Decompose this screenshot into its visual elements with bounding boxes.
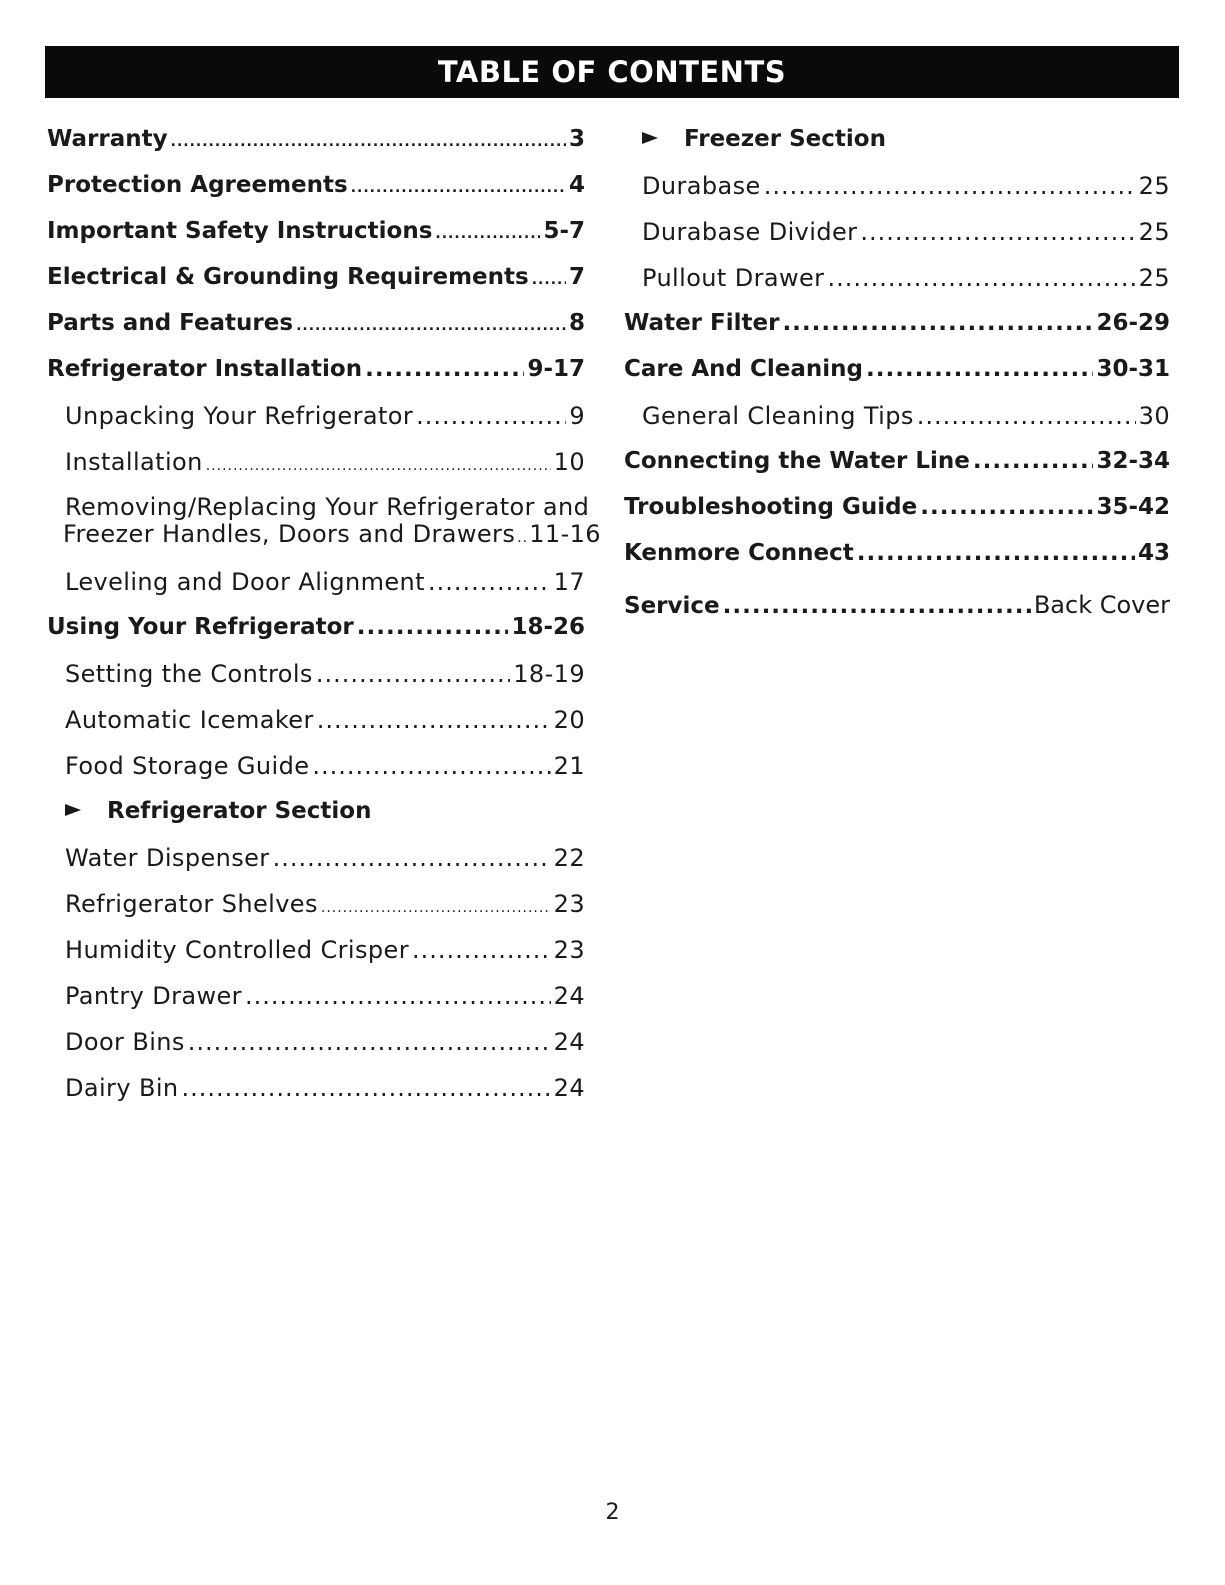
toc-entry-page: 24 [553,1074,585,1102]
toc-entry-setting-controls[interactable] [47,660,585,706]
toc-entry-water-dispenser[interactable] [47,844,585,890]
leader-dots [860,218,1135,246]
toc-entry-label: Setting the Controls [65,660,313,688]
toc-entry-label: Door Bins [65,1028,185,1056]
toc-entry-label: Water Filter [624,310,780,336]
leader-dots [416,402,566,430]
leader-dots [920,494,1093,520]
leader-dots [532,272,566,288]
toc-entry-label: Care And Cleaning [624,356,863,382]
toc-entry-label: Service [624,593,720,619]
page-number: 2 [605,1500,620,1525]
toc-entry-pantry-drawer[interactable] [47,982,585,1028]
leader-dots [723,593,1031,619]
toc-entry-refrigerator-shelves[interactable] [47,890,585,936]
leader-dots [517,525,527,552]
toc-entry-safety-instructions[interactable] [47,218,585,264]
toc-entry-care-cleaning[interactable] [624,356,1170,402]
toc-entry-page: 30 [1138,402,1170,430]
toc-entry-label: General Cleaning Tips [642,402,914,430]
toc-entry-installation[interactable] [47,448,585,494]
toc-entry-protection-agreements[interactable] [47,172,585,218]
leader-dots [316,660,510,688]
leader-dots [435,226,540,242]
toc-entry-page: 43 [1137,540,1170,566]
toc-entry-page: 30-31 [1096,356,1170,382]
toc-entry-page: 11-16 [529,520,601,548]
toc-entry-durabase-divider[interactable] [624,218,1170,264]
leader-dots [245,982,551,1010]
toc-entry-refrigerator-installation[interactable] [47,356,585,402]
leader-dots [764,172,1136,200]
toc-entry-label: Automatic Icemaker [65,706,314,734]
toc-entry-label: Dairy Bin [65,1074,179,1102]
toc-entry-page: 10 [553,448,585,476]
toc-entry-label: Connecting the Water Line [624,448,970,474]
toc-entry-page: 25 [1138,218,1170,246]
toc-entry-label-line1: Removing/Replacing Your Refrigerator and [65,493,590,521]
toc-entry-label: Pullout Drawer [642,264,825,292]
toc-entry-food-storage[interactable] [47,752,585,798]
leader-dots [357,614,509,640]
toc-section-freezer[interactable] [624,126,1170,172]
leader-dots [917,402,1136,430]
toc-entry-label: Important Safety Instructions [47,218,433,244]
toc-entry-troubleshooting[interactable] [624,494,1170,540]
leader-dots [296,318,566,334]
toc-entry-door-bins[interactable] [47,1028,585,1074]
toc-entry-using-refrigerator[interactable] [47,614,585,660]
toc-entry-label: Refrigerator Installation [47,356,363,382]
toc-entry-icemaker[interactable] [47,706,585,752]
toc-entry-kenmore-connect[interactable] [624,540,1170,586]
toc-entry-label: Troubleshooting Guide [624,494,918,520]
toc-entry-leveling[interactable] [47,568,585,614]
leader-dots [206,458,551,474]
toc-entry-label: Warranty [47,126,168,152]
page-title: TABLE OF CONTENTS [437,55,787,89]
toc-entry-label: Refrigerator Shelves [65,890,318,918]
toc-entry-page: 8 [568,310,585,336]
toc-entry-page: 17 [553,568,585,596]
leader-dots [973,448,1094,474]
toc-entry-page: 4 [568,172,585,198]
toc-entry-electrical-grounding[interactable] [47,264,585,310]
toc-entry-label: Leveling and Door Alignment [65,568,425,596]
toc-entry-pullout-drawer[interactable] [624,264,1170,310]
leader-dots [188,1028,551,1056]
toc-entry-label: Durabase [642,172,761,200]
toc-entry-page: Back Cover [1033,591,1170,619]
toc-entry-label: Protection Agreements [47,172,348,198]
leader-dots [317,706,551,734]
toc-entry-removing-replacing[interactable] [47,493,601,552]
toc-title-banner [45,46,1179,98]
toc-entry-page: 18-19 [513,660,585,688]
toc-entry-page: 24 [553,1028,585,1056]
toc-entry-label: Electrical & Grounding Requirements [47,264,529,290]
leader-dots [321,900,551,916]
toc-entry-page: 22 [553,844,585,872]
toc-section-refrigerator[interactable] [47,798,585,844]
leader-dots [273,844,551,872]
toc-entry-label: Unpacking Your Refrigerator [65,402,414,430]
toc-entry-page: 9-17 [527,356,585,382]
triangle-right-icon [65,804,81,816]
leader-dots [182,1074,551,1102]
leader-dots [827,264,1135,292]
toc-entry-label: Installation [65,448,203,476]
toc-entry-page: 25 [1138,172,1170,200]
toc-entry-cleaning-tips[interactable] [624,402,1170,448]
toc-entry-water-filter[interactable] [624,310,1170,356]
leader-dots [782,310,1093,336]
leader-dots [171,134,566,150]
triangle-right-icon [642,132,658,144]
toc-entry-unpacking[interactable] [47,402,585,448]
toc-entry-dairy-bin[interactable] [47,1074,585,1120]
toc-entry-water-line[interactable] [624,448,1170,494]
toc-entry-page: 35-42 [1096,494,1170,520]
toc-entry-service[interactable] [624,591,1170,637]
toc-entry-page: 24 [553,982,585,1010]
section-label: Freezer Section [684,126,886,152]
toc-entry-page: 23 [553,890,585,918]
toc-entry-label: Humidity Controlled Crisper [65,936,409,964]
leader-dots [312,752,550,780]
toc-entry-parts-features[interactable] [47,310,585,356]
toc-entry-page: 20 [553,706,585,734]
toc-entry-page: 5-7 [543,218,585,244]
toc-entry-page: 26-29 [1096,310,1170,336]
leader-dots [412,936,551,964]
toc-entry-page: 32-34 [1096,448,1170,474]
toc-entry-page: 9 [569,402,585,430]
toc-entry-label: Kenmore Connect [624,540,854,566]
toc-entry-label: Parts and Features [47,310,294,336]
toc-entry-page: 3 [568,126,585,152]
leader-dots [866,356,1093,382]
section-label: Refrigerator Section [107,798,372,824]
toc-entry-warranty[interactable] [47,126,585,172]
toc-entry-label: Durabase Divider [642,218,858,246]
leader-dots [857,540,1135,566]
toc-entry-page: 21 [553,752,585,780]
toc-entry-page: 23 [553,936,585,964]
toc-entry-crisper[interactable] [47,936,585,982]
toc-entry-label-line2: Freezer Handles, Doors and Drawers [63,520,516,548]
toc-entry-label: Using Your Refrigerator [47,614,354,640]
toc-left-column [47,126,601,1120]
toc-entry-label: Food Storage Guide [65,752,310,780]
toc-entry-label: Water Dispenser [65,844,270,872]
toc-entry-durabase[interactable] [624,172,1170,218]
leader-dots [365,356,524,382]
leader-dots [351,180,566,196]
toc-right-column [624,126,1170,637]
leader-dots [428,568,551,596]
toc-entry-page: 7 [568,264,585,290]
toc-entry-label: Pantry Drawer [65,982,242,1010]
toc-entry-page: 25 [1138,264,1170,292]
toc-entry-page: 18-26 [511,614,585,640]
